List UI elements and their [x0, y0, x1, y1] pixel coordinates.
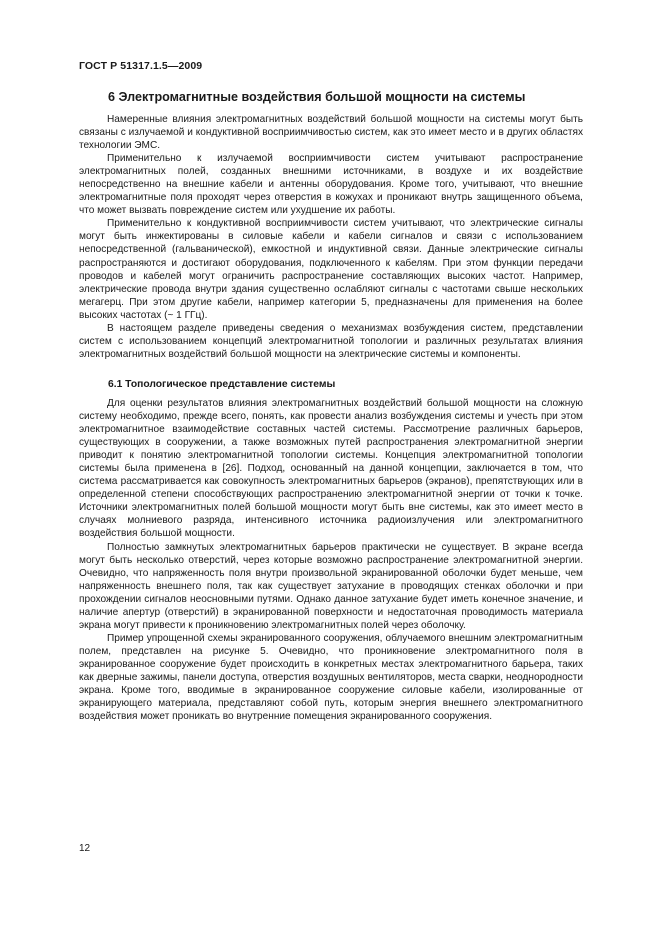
- subsection-title: 6.1 Топологическое представление системы: [108, 379, 336, 390]
- section-body: [79, 113, 583, 361]
- section-title: 6 Электромагнитные воздействия большой мощности на системы: [108, 90, 526, 104]
- paragraph: Для оценки результатов влияния электромагнитных воздействий большой мощности на сложную систему необходимо, прежде всего, понять, как провести анализ возбуждения системы и учесть при этом электромагнитное взаимодействие составных частей системы. Рассмотрение различных барьеров, существующих в сооружении, а также возможных путей распространения электромагнитной энергии приводит к понятию электромагнитной топологии системы. Концепция электромагнитной топологии системы была применена в [26]. Подход, основанный на данной концепции, заключается в том, что система рассматривается как совокупность электромагнитных барьеров (экранов), препятствующих или в определенной степени способствующих распространению электромагнитной энергии от точки к точке. Источники электромагнитных полей большой мощности могут быть вне системы, как это имеет место в случаях молниевого разряда, интенсивного источника радиоизлучения или электромагнитного воздействия большой мощности.: [79, 398, 583, 540]
- paragraph: В настоящем разделе приведены сведения о механизмах возбуждения систем, представлении систем с использованием концепций электромагнитной топологии и различных результатах влияния электромагнитных воздействий большой мощности на электрические системы и компоненты.: [79, 322, 583, 360]
- paragraph: Намеренные влияния электромагнитных воздействий большой мощности на системы могут быть связаны с излучаемой и кондуктивной восприимчивостью систем, как это имеет место и в других областях технологии ЭМС.: [79, 114, 583, 152]
- paragraph: Полностью замкнутых электромагнитных барьеров практически не существует. В экране всегда могут быть несколько отверстий, через которые возможно распространение электромагнитной энергии. Очевидно, что напряженность поля внутри произвольной экранированной оболочки будет меньше, чем напряженность внешнего поля, так как существует затухание в проводящих стенках оболочки и при прохождении сигналов неосновными путями. Однако данное затухание будет иметь конечное значение, и наличие апертур (отверстий) в экранированной поверхности и недостаточная проводимость материала экрана могут привести к проникновению электромагнитных полей через оболочку.: [79, 541, 583, 631]
- paragraph: Применительно к кондуктивной восприимчивости систем учитывают, что электрические сигналы могут быть инжектированы в силовые кабели и кабели сигналов и связи с использованием непосредственной (гальванической), емкостной и индуктивной связи. Данные электрические сигналы распространяются и достигают оборудования, подключенного к кабелям. При этом функции передачи проводов и кабелей могут ограничить распространение составляющих высоких частот. Например, электрические провода внутри здания существенно ослабляют сигналы с частотами свыше нескольких мегагерц. При этом другие кабели, например категории 5, предназначены для применения на более высоких частотах (~ 1 ГГц).: [79, 218, 583, 321]
- standard-identifier: ГОСТ Р 51317.1.5—2009: [79, 60, 203, 72]
- paragraph: Применительно к излучаемой восприимчивости систем учитывают распространение электромагнитных полей, созданных внешними источниками, в воздухе и их воздействие непосредственно на внешние кабели и антенны оборудования. Кроме того, учитывают, что внешние электромагнитные поля проходят через отверстия в кожухах и проникают внутрь защищенного объема, что может вызвать повреждение систем или ухудшение их работы.: [79, 153, 583, 217]
- subsection-body: [79, 397, 583, 723]
- paragraph: Пример упрощенной схемы экранированного сооружения, облучаемого внешним электромагнитным полем, представлен на рисунке 5. Очевидно, что проникновение электромагнитного поля в экранированное сооружение будет происходить в конкретных местах электромагнитного барьера, таких как дверные зажимы, панели доступа, отверстия воздушных вентиляторов, места сварки, неоднородности экрана. Кроме того, вводимые в экранированное сооружение силовые кабели, изолированные от экранирующего материала, представляют собой путь, которым энергия внешнего электромагнитного воздействия может проникать во внутренние помещения экранированного сооружения.: [79, 632, 583, 723]
- page-number: 12: [79, 843, 91, 854]
